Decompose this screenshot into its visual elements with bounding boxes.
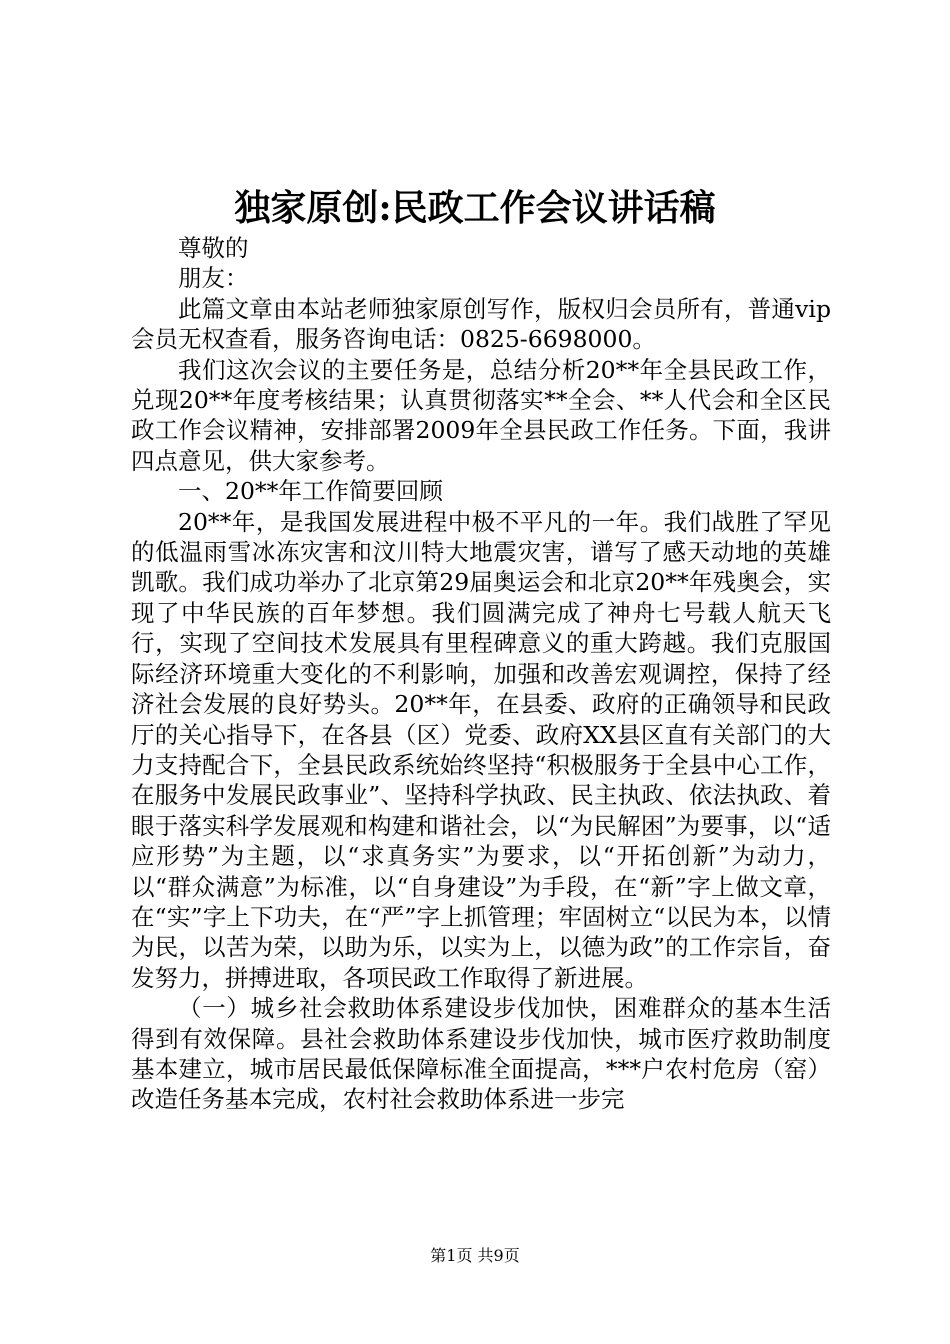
copyright-notice-paragraph: 此篇文章由本站老师独家原创写作，版权归会员所有，普通vip会员无权查看，服务咨询电话：0825-6698000。 [131, 294, 831, 354]
document-title: 独家原创:民政工作会议讲话稿 [234, 187, 716, 229]
section-heading-1: 一、20**年工作简要回顾 [178, 477, 443, 506]
salutation-line-2: 朋友： [178, 264, 249, 293]
page-footer: 第1页 共9页 [430, 1246, 520, 1265]
document-body [131, 233, 831, 1115]
intro-paragraph: 我们这次会议的主要任务是，总结分析20**年全县民政工作，兑现20**年度考核结果；认真贯彻落实**全会、**人代会和全区民政工作会议精神，安排部署2009年全县民政工作任务。下面，我讲四点意见，供大家参考。 [131, 355, 831, 475]
salutation-line-1: 尊敬的 [178, 234, 249, 262]
review-paragraph: 20**年，是我国发展进程中极不平凡的一年。我们战胜了罕见的低温雨雪冰冻灾害和汶川特大地震灾害，谱写了感天动地的英雄凯歌。我们成功举办了北京第29届奥运会和北京20**年残奥会，实现了中华民族的百年梦想。我们圆满完成了神舟七号载人航天飞行，实现了空间技术发展具有里程碑意义的重大跨越。我们克服国际经济环境重大变化的不利影响，加强和改善宏观调控，保持了经济社会发展的良好势头。20**年，在县委、政府的正确领导和民政厅的关心指导下，在各县（区）党委、政府XX县区直有关部门的大力支持配合下，全县民政系统始终坚持“积极服务于全县中心工作，在服务中发展民政事业”、坚持科学执政、民主执政、依法执政、着眼于落实科学发展观和构建和谐社会，以“为民解困”为要事，以“适应形势”为主题，以“求真务实”为要求，以“开拓创新”为动力，以“群众满意”为标准，以“自身建设”为手段，在“新”字上做文章，在“实”字上下功夫，在“严”字上抓管理；牢固树立“以民为本，以情为民，以苦为荣，以助为乐，以实为上，以德为政”的工作宗旨，奋发努力，拼搏进取，各项民政工作取得了新进展。 [131, 507, 831, 992]
subsection-paragraph-1: （一）城乡社会救助体系建设步伐加快，困难群众的基本生活得到有效保障。县社会救助体系建设步伐加快，城市医疗救助制度基本建立，城市居民最低保障标准全面提高，***户农村危房（窑）改造任务基本完成，农村社会救助体系进一步完 [131, 994, 831, 1114]
